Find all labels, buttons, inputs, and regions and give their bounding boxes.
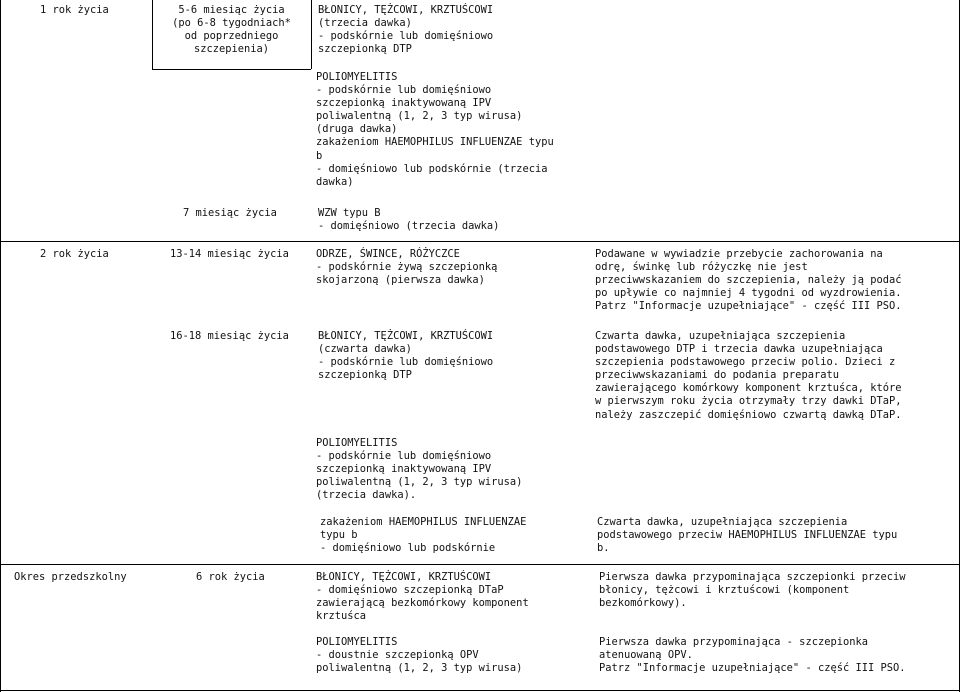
cell-divider-r1-period [152, 69, 311, 70]
row1-vaccine-diphtheria: BŁONICY, TĘŻCOWI, KRZTUŚCOWI (trzecia dawka) - podskórnie lub domięśniowo szczepionką DTP [318, 4, 494, 56]
row2-vaccine-polio: POLIOMYELITIS - podskórnie lub domięśniowo szczepionką inaktywowaną IPV poliwalentną (1, 2, 3 typ wirusa) (trzecia dawka). [316, 437, 523, 502]
row2-age: 2 rok życia [40, 248, 109, 260]
row3-vaccine-opv: POLIOMYELITIS - doustnie szczepionką OPV poliwalentną (1, 2, 3 typ wirusa) [316, 636, 523, 675]
row2-vaccine-mmr: ODRZE, ŚWINCE, RÓŻYCZCE - podskórnie żywą szczepionką skojarzoną (pierwsza dawka) [316, 248, 498, 287]
row1-period-7-month: 7 miesiąc życia [183, 207, 277, 219]
row2-note-diphtheria: Czwarta dawka, uzupełniająca szczepienia podstawowego DTP i trzecia dawka uzupełniająca szczepienia podstawowego przeciw polio. Dzieci z przeciwwskazaniami do podania preparatu zawierającego komórkowy komponent krztuśca, które w pierwszym roku życia otrzymały trzy dawki DTaP, należy zaszczepić domięśniowo czwartą dawką DTaP. [595, 330, 902, 421]
row1-vaccine-hepatitis-b: WZW typu B - domięśniowo (trzecia dawka) [318, 207, 500, 233]
row2-period-13-14: 13-14 miesiąc życia [170, 248, 289, 260]
row2-note-mmr: Podawane w wywiadzie przebycie zachorowania na odrę, świnkę lub różyczkę nie jest przeciwwskazaniem do szczepienia, należy ją podać po upływie co najmniej 4 tygodni od wyzdrowienia. Patrz "Informacje uzupełniające" - część III PSO. [595, 248, 902, 313]
row-divider-after-r1 [0, 241, 960, 242]
row1-vaccine-polio-hib: POLIOMYELITIS - podskórnie lub domięśniowo szczepionką inaktywowaną IPV poliwalentną (1, 2, 3 typ wirusa) (druga dawka) zakażeniom HAEMOPHILUS INFLUENZAE typu b - domięśniowo lub podskórnie (trzecia dawka) [316, 71, 554, 188]
row3-note-opv: Pierwsza dawka przypominająca - szczepionka atenuowaną OPV. Patrz "Informacje uzupełniające" - część III PSO. [599, 636, 906, 675]
table-left-border [0, 0, 1, 692]
row3-period: 6 rok życia [196, 571, 265, 583]
row3-age: Okres przedszkolny [14, 571, 127, 583]
table-bottom-border [0, 690, 960, 691]
row2-period-16-18: 16-18 miesiąc życia [170, 330, 289, 342]
row2-vaccine-hib: zakażeniom HAEMOPHILUS INFLUENZAE typu b - domięśniowo lub podskórnie [320, 516, 527, 555]
col-divider-2-r1 [311, 0, 312, 69]
row3-vaccine-dtap: BŁONICY, TĘŻCOWI, KRZTUŚCOWI - domięśniowo szczepionką DTaP zawierającą bezkomórkowy komponent krztuśca [316, 571, 529, 623]
row3-note-dtap: Pierwsza dawka przypominająca szczepionki przeciw błonicy, tężcowi i krztuścowi (komponent bezkomórkowy). [599, 571, 906, 610]
row1-age: 1 rok życia [40, 4, 109, 16]
row2-note-hib: Czwarta dawka, uzupełniająca szczepienia podstawowego przeciw HAEMOPHILUS INFLUENZAE typu b. [597, 516, 898, 555]
row2-vaccine-diphtheria: BŁONICY, TĘŻCOWI, KRZTUŚCOWI (czwarta dawka) - podskórnie lub domięśniowo szczepionką DTP [318, 330, 494, 382]
row1-period: 5-6 miesiąc życia (po 6-8 tygodniach* od poprzedniego szczepienia) [172, 4, 291, 56]
row-divider-after-r2 [0, 564, 960, 565]
